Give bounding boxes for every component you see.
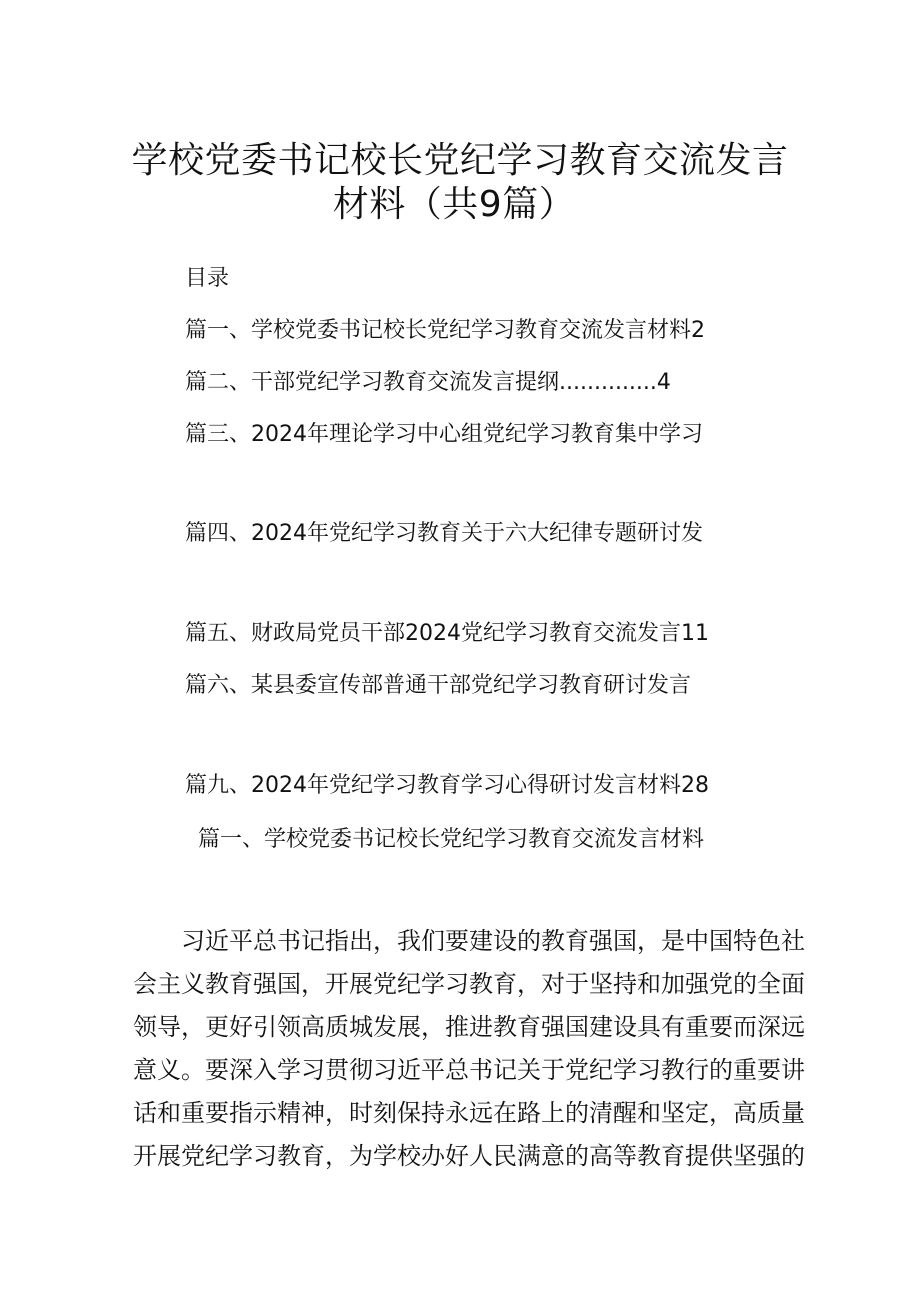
body-line: 意义。要深入学习贯彻习近平总书记关于党纪学习教行的重要讲 bbox=[133, 1056, 805, 1084]
toc-item-2[interactable]: 篇二、干部党纪学习教育交流发言提纲..............4 bbox=[185, 370, 671, 395]
body-line: 开展党纪学习教育，为学校办好人民满意的高等教育提供坚强的 bbox=[133, 1142, 805, 1170]
toc-item-6[interactable]: 篇六、某县委宣传部普通干部党纪学习教育研讨发言 bbox=[185, 673, 692, 698]
body-line: 习近平总书记指出，我们要建设的教育强国，是中国特色社 bbox=[181, 927, 805, 955]
toc-item-5[interactable]: 篇五、财政局党员干部2024党纪学习教育交流发言11 bbox=[185, 621, 709, 646]
section-title: 篇一、学校党委书记校长党纪学习教育交流发言材料 bbox=[198, 827, 705, 852]
body-line: 会主义教育强国，开展党纪学习教育，对于坚持和加强党的全面 bbox=[133, 970, 805, 998]
document-title-line-1: 学校党委书记校长党纪学习教育交流发言 bbox=[131, 140, 789, 181]
toc-item-4[interactable]: 篇四、2024年党纪学习教育关于六大纪律专题研讨发 bbox=[185, 521, 703, 546]
toc-item-3[interactable]: 篇三、2024年理论学习中心组党纪学习教育集中学习 bbox=[185, 422, 703, 447]
document-title-line-2: 材料（共9篇） bbox=[332, 184, 576, 225]
body-line: 话和重要指示精神，时刻保持永远在路上的清醒和坚定，高质量 bbox=[133, 1099, 805, 1127]
section-body bbox=[133, 920, 805, 1178]
toc-item-7[interactable]: 篇九、2024年党纪学习教育学习心得研讨发言材料28 bbox=[185, 773, 709, 798]
toc-item-1[interactable]: 篇一、学校党委书记校长党纪学习教育交流发言材料2 bbox=[185, 318, 705, 343]
toc-heading: 目录 bbox=[185, 266, 230, 291]
body-line: 领导，更好引领高质城发展，推进教育强国建设具有重要而深远 bbox=[133, 1013, 805, 1041]
